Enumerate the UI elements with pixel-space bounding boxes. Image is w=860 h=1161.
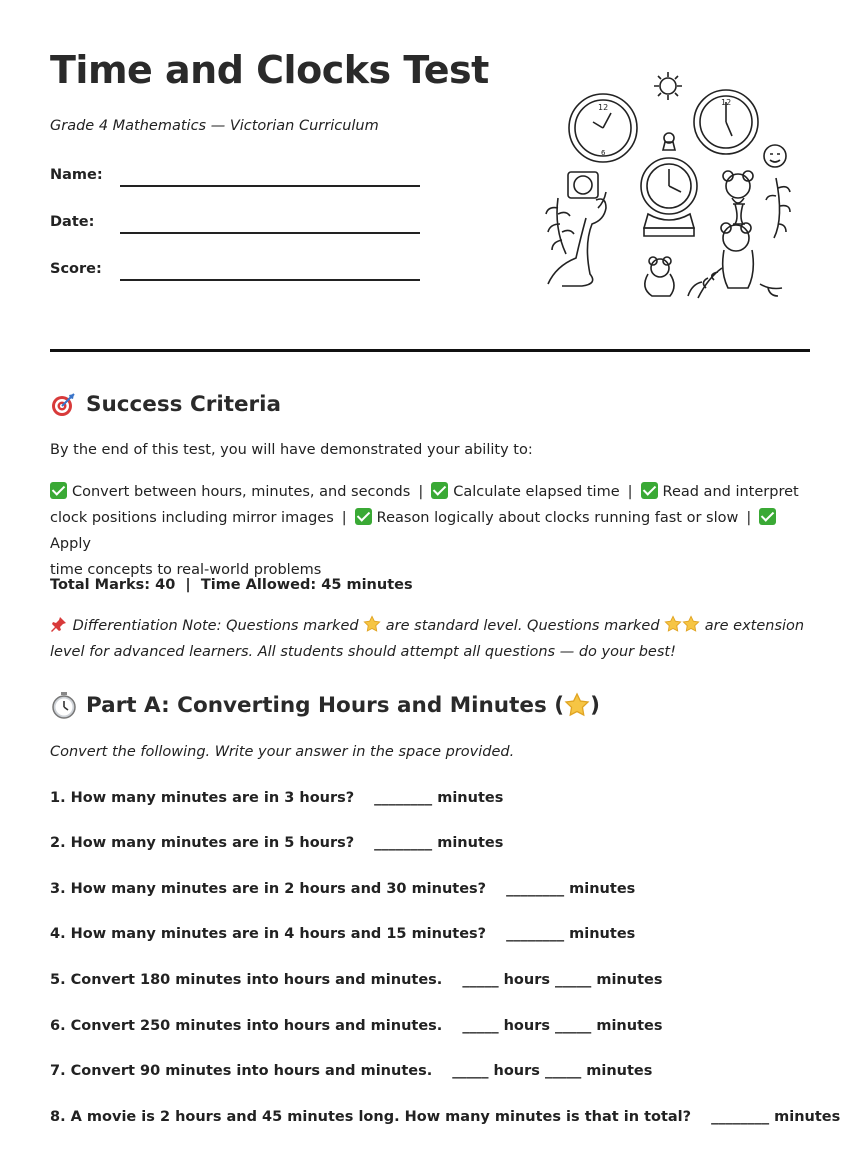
success-intro: By the end of this test, you will have demonstrated your ability to: bbox=[50, 442, 533, 458]
pushpin-icon bbox=[50, 615, 68, 633]
question-text: 3. How many minutes are in 2 hours and 30 minutes? bbox=[50, 881, 487, 897]
success-criteria-title: Success Criteria bbox=[86, 391, 282, 417]
question-7 bbox=[50, 1063, 652, 1079]
check-icon bbox=[759, 508, 776, 525]
answer-blank[interactable]: _____ hours _____ minutes bbox=[462, 972, 663, 988]
date-line[interactable] bbox=[120, 232, 420, 234]
differentiation-note bbox=[50, 613, 820, 665]
question-text: 2. How many minutes are in 5 hours? bbox=[50, 835, 355, 851]
alarm-clock-icon bbox=[641, 133, 697, 236]
part-a-instruction: Convert the following. Write your answer in the space provided. bbox=[50, 744, 515, 760]
svg-text:12: 12 bbox=[598, 103, 609, 112]
criterion-2: Calculate elapsed time bbox=[453, 484, 620, 500]
clocks-illustration bbox=[538, 68, 798, 304]
wall-clock-icon-right bbox=[694, 90, 758, 154]
criteria-separator: | bbox=[627, 484, 633, 500]
question-3 bbox=[50, 881, 635, 897]
svg-text:12: 12 bbox=[721, 98, 732, 107]
star-icon bbox=[682, 615, 700, 633]
target-icon bbox=[50, 390, 78, 418]
answer-blank[interactable]: ________ minutes bbox=[374, 790, 504, 806]
answer-blank[interactable]: ________ minutes bbox=[374, 835, 504, 851]
criteria-separator: | bbox=[418, 484, 424, 500]
question-5 bbox=[50, 972, 662, 988]
note-suffix: are extension bbox=[704, 618, 805, 634]
svg-text:6: 6 bbox=[601, 149, 606, 157]
page-title: Time and Clocks Test bbox=[50, 48, 489, 92]
star-icon bbox=[363, 615, 381, 633]
answer-blank[interactable]: _____ hours _____ minutes bbox=[462, 1018, 663, 1034]
check-icon bbox=[355, 508, 372, 525]
leaves-right-icon bbox=[688, 178, 790, 298]
question-text: 8. A movie is 2 hours and 45 minutes long. How many minutes is that in total? bbox=[50, 1109, 692, 1125]
criteria-separator: | bbox=[746, 510, 752, 526]
part-a-heading bbox=[50, 691, 600, 719]
smiley-icon bbox=[764, 145, 786, 167]
question-text: 7. Convert 90 minutes into hours and minutes. bbox=[50, 1063, 433, 1079]
answer-blank[interactable]: _____ hours _____ minutes bbox=[452, 1063, 653, 1079]
question-text: 4. How many minutes are in 4 hours and 15 minutes? bbox=[50, 926, 487, 942]
sun-icon bbox=[654, 72, 682, 100]
leaves-left-icon bbox=[546, 198, 574, 254]
criterion-5-cont: time concepts to real-world problems bbox=[50, 562, 322, 578]
totals-line: Total Marks: 40 | Time Allowed: 45 minutes bbox=[50, 577, 413, 593]
wall-clock-icon-left bbox=[569, 94, 637, 162]
question-text: 1. How many minutes are in 3 hours? bbox=[50, 790, 355, 806]
question-8 bbox=[50, 1109, 840, 1125]
question-1 bbox=[50, 790, 503, 806]
note-line-2: level for advanced learners. All students should attempt all questions — do your best! bbox=[50, 644, 676, 660]
score-field[interactable] bbox=[50, 257, 430, 281]
answer-blank[interactable]: ________ minutes bbox=[711, 1109, 841, 1125]
part-a-title-pre: Part A: Converting Hours and Minutes ( bbox=[86, 692, 565, 718]
name-line[interactable] bbox=[120, 185, 420, 187]
small-mouse-icon bbox=[645, 257, 674, 296]
criterion-3-cont: clock positions including mirror images bbox=[50, 510, 334, 526]
criteria-list bbox=[50, 479, 820, 583]
date-label: Date: bbox=[50, 214, 95, 230]
criterion-5: Apply bbox=[50, 536, 91, 552]
criterion-3: Read and interpret bbox=[662, 484, 799, 500]
score-label: Score: bbox=[50, 261, 102, 277]
star-icon bbox=[564, 692, 590, 718]
answer-blank[interactable]: ________ minutes bbox=[506, 926, 636, 942]
note-mid: are standard level. Questions marked bbox=[385, 618, 660, 634]
question-4 bbox=[50, 926, 635, 942]
name-field[interactable] bbox=[50, 163, 430, 187]
question-6 bbox=[50, 1018, 662, 1034]
question-2 bbox=[50, 835, 503, 851]
star-icon bbox=[664, 615, 682, 633]
check-icon bbox=[50, 482, 67, 499]
subtitle: Grade 4 Mathematics — Victorian Curriculum bbox=[50, 118, 379, 134]
date-field[interactable] bbox=[50, 210, 430, 234]
criterion-1: Convert between hours, minutes, and seconds bbox=[72, 484, 411, 500]
answer-blank[interactable]: ________ minutes bbox=[506, 881, 636, 897]
name-label: Name: bbox=[50, 167, 103, 183]
success-criteria-heading bbox=[50, 390, 281, 418]
part-a-title-post: ) bbox=[590, 692, 600, 718]
criterion-4: Reason logically about clocks running fast or slow bbox=[376, 510, 739, 526]
score-line[interactable] bbox=[120, 279, 420, 281]
criteria-separator: | bbox=[341, 510, 347, 526]
stopwatch-icon bbox=[50, 691, 78, 719]
divider bbox=[50, 349, 810, 352]
mice-icon bbox=[721, 171, 753, 288]
question-text: 6. Convert 250 minutes into hours and minutes. bbox=[50, 1018, 443, 1034]
check-icon bbox=[641, 482, 658, 499]
question-text: 5. Convert 180 minutes into hours and minutes. bbox=[50, 972, 443, 988]
check-icon bbox=[431, 482, 448, 499]
note-prefix: Differentiation Note: Questions marked bbox=[72, 618, 359, 634]
kangaroo-icon bbox=[548, 172, 606, 286]
